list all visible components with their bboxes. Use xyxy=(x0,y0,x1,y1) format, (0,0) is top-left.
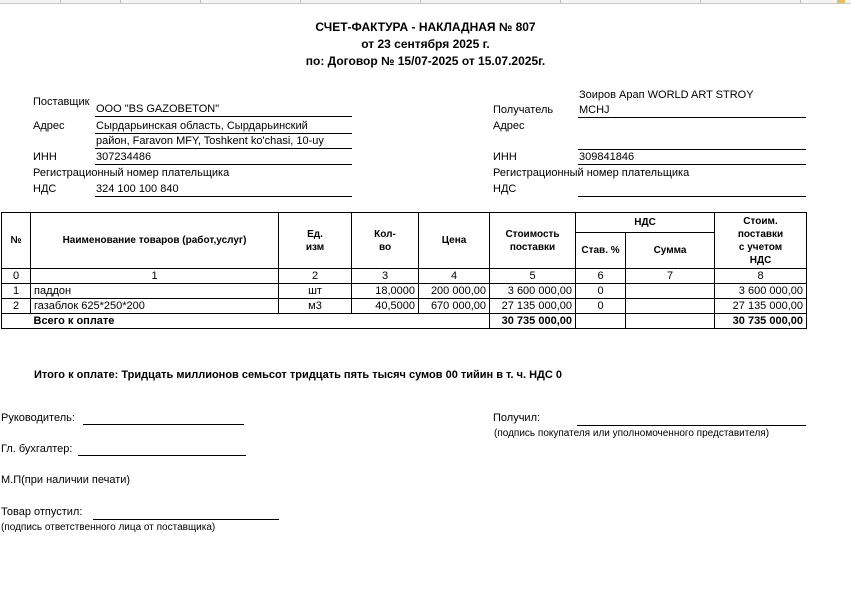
director-label: Руководитель: xyxy=(1,412,75,424)
supplier-name: ООО "BS GAZOBETON" xyxy=(96,103,220,115)
supplier-nds-label: НДС xyxy=(33,183,57,195)
supplier-inn-rule xyxy=(95,164,352,165)
stamp-label: М.П(при наличии печати) xyxy=(1,474,131,486)
row-name: паддон xyxy=(31,284,279,299)
supplier-reg-label: Регистрационный номер плательщика xyxy=(33,167,230,179)
row-cost: 27 135 000,00 xyxy=(490,299,576,314)
buyer-inn-rule xyxy=(578,164,806,165)
released-label: Товар отпустил: xyxy=(1,506,83,518)
buyer-nds-rule xyxy=(578,196,806,197)
col-header-qty: Кол- во xyxy=(352,213,419,269)
supplier-address-line2: район, Faravon MFY, Toshkent ko'chasi, 10-uy xyxy=(96,135,324,147)
col-header-nds: НДС xyxy=(576,213,715,233)
col-header-name: Наименование товаров (работ,услуг) xyxy=(31,213,279,269)
col-header-price: Цена xyxy=(419,213,490,269)
row-sum xyxy=(626,284,715,299)
row-qty: 18,0000 xyxy=(352,284,419,299)
total-cost: 30 735 000,00 xyxy=(490,314,576,329)
col-number: 4 xyxy=(419,269,490,284)
row-cost: 3 600 000,00 xyxy=(490,284,576,299)
col-number: 7 xyxy=(626,269,715,284)
buyer-address-label: Адрес xyxy=(493,120,525,132)
col-header-sum: Сумма xyxy=(626,233,715,269)
spreadsheet-header-strip xyxy=(0,0,851,4)
col-number: 1 xyxy=(31,269,279,284)
amount-in-words: Итого к оплате: Тридцать миллионов семьсот тридцать пять тысяч сумов 00 тийин в т. ч. НДС 0 xyxy=(34,369,562,381)
row-total: 27 135 000,00 xyxy=(715,299,807,314)
accountant-label: Гл. бухгалтер: xyxy=(1,443,73,455)
buyer-address-rule xyxy=(578,149,806,150)
col-number: 8 xyxy=(715,269,807,284)
buyer-name-line1: Зоиров Арап WORLD ART STROY xyxy=(579,89,754,101)
received-note: (подпись покупателя или уполномоченного представителя) xyxy=(494,428,770,439)
buyer-name-rule xyxy=(578,117,806,118)
supplier-address-line1: Сырдарьинская область, Сырдарьинский xyxy=(96,120,308,132)
row-price: 670 000,00 xyxy=(419,299,490,314)
total-with-nds: 30 735 000,00 xyxy=(715,314,807,329)
col-header-rate: Став. % xyxy=(576,233,626,269)
col-number: 2 xyxy=(279,269,352,284)
row-sum xyxy=(626,299,715,314)
invoice-title: СЧЕТ-ФАКТУРА - НАКЛАДНАЯ № 807 xyxy=(315,20,536,34)
released-signature-line xyxy=(93,519,279,520)
supplier-nds-rule xyxy=(95,196,352,197)
supplier-nds: 324 100 100 840 xyxy=(96,183,179,195)
supplier-label: Поставщик xyxy=(33,96,90,108)
col-number: 6 xyxy=(576,269,626,284)
row-price: 200 000,00 xyxy=(419,284,490,299)
received-label: Получил: xyxy=(493,412,541,424)
col-header-cost: Стоимость поставки xyxy=(490,213,576,269)
buyer-inn-label: ИНН xyxy=(493,151,517,163)
invoice-contract: по: Договор № 15/07-2025 от 15.07.2025г. xyxy=(305,54,546,68)
col-header-unit: Ед. изм xyxy=(279,213,352,269)
table-row xyxy=(2,299,807,314)
released-note: (подпись ответственного лица от поставщика) xyxy=(1,522,216,533)
col-number: 5 xyxy=(490,269,576,284)
col-header-num: № xyxy=(2,213,31,269)
supplier-address-label: Адрес xyxy=(33,120,65,132)
col-number: 0 xyxy=(2,269,31,284)
row-unit: м3 xyxy=(279,299,352,314)
received-signature-line xyxy=(577,425,806,426)
buyer-nds-label: НДС xyxy=(493,183,517,195)
invoice-date: от 23 сентября 2025 г. xyxy=(361,37,490,51)
row-total: 3 600 000,00 xyxy=(715,284,807,299)
row-unit: шт xyxy=(279,284,352,299)
accountant-signature-line xyxy=(78,455,246,456)
supplier-address-line2-rule xyxy=(95,148,352,149)
director-signature-line xyxy=(83,424,244,425)
buyer-reg-label: Регистрационный номер плательщика xyxy=(493,167,690,179)
buyer-label: Получатель xyxy=(493,104,554,116)
supplier-inn: 307234486 xyxy=(96,151,152,163)
supplier-name-line xyxy=(95,116,352,117)
buyer-inn: 309841846 xyxy=(579,151,635,163)
table-row xyxy=(2,284,807,299)
col-header-total: Стоим. поставки с учетом НДС xyxy=(715,213,807,269)
invoice-table xyxy=(1,212,807,329)
supplier-inn-label: ИНН xyxy=(33,151,57,163)
row-rate: 0 xyxy=(576,284,626,299)
row-num: 2 xyxy=(2,299,31,314)
buyer-name-line2: MCHJ xyxy=(579,104,610,116)
col-number: 3 xyxy=(352,269,419,284)
row-name: газаблок 625*250*200 xyxy=(31,299,279,314)
row-qty: 40,5000 xyxy=(352,299,419,314)
column-number-row xyxy=(2,269,807,284)
row-num: 1 xyxy=(2,284,31,299)
row-rate: 0 xyxy=(576,299,626,314)
supplier-address-line1-rule xyxy=(95,133,352,134)
total-label: Всего к оплате xyxy=(31,314,490,329)
total-row xyxy=(2,314,807,329)
